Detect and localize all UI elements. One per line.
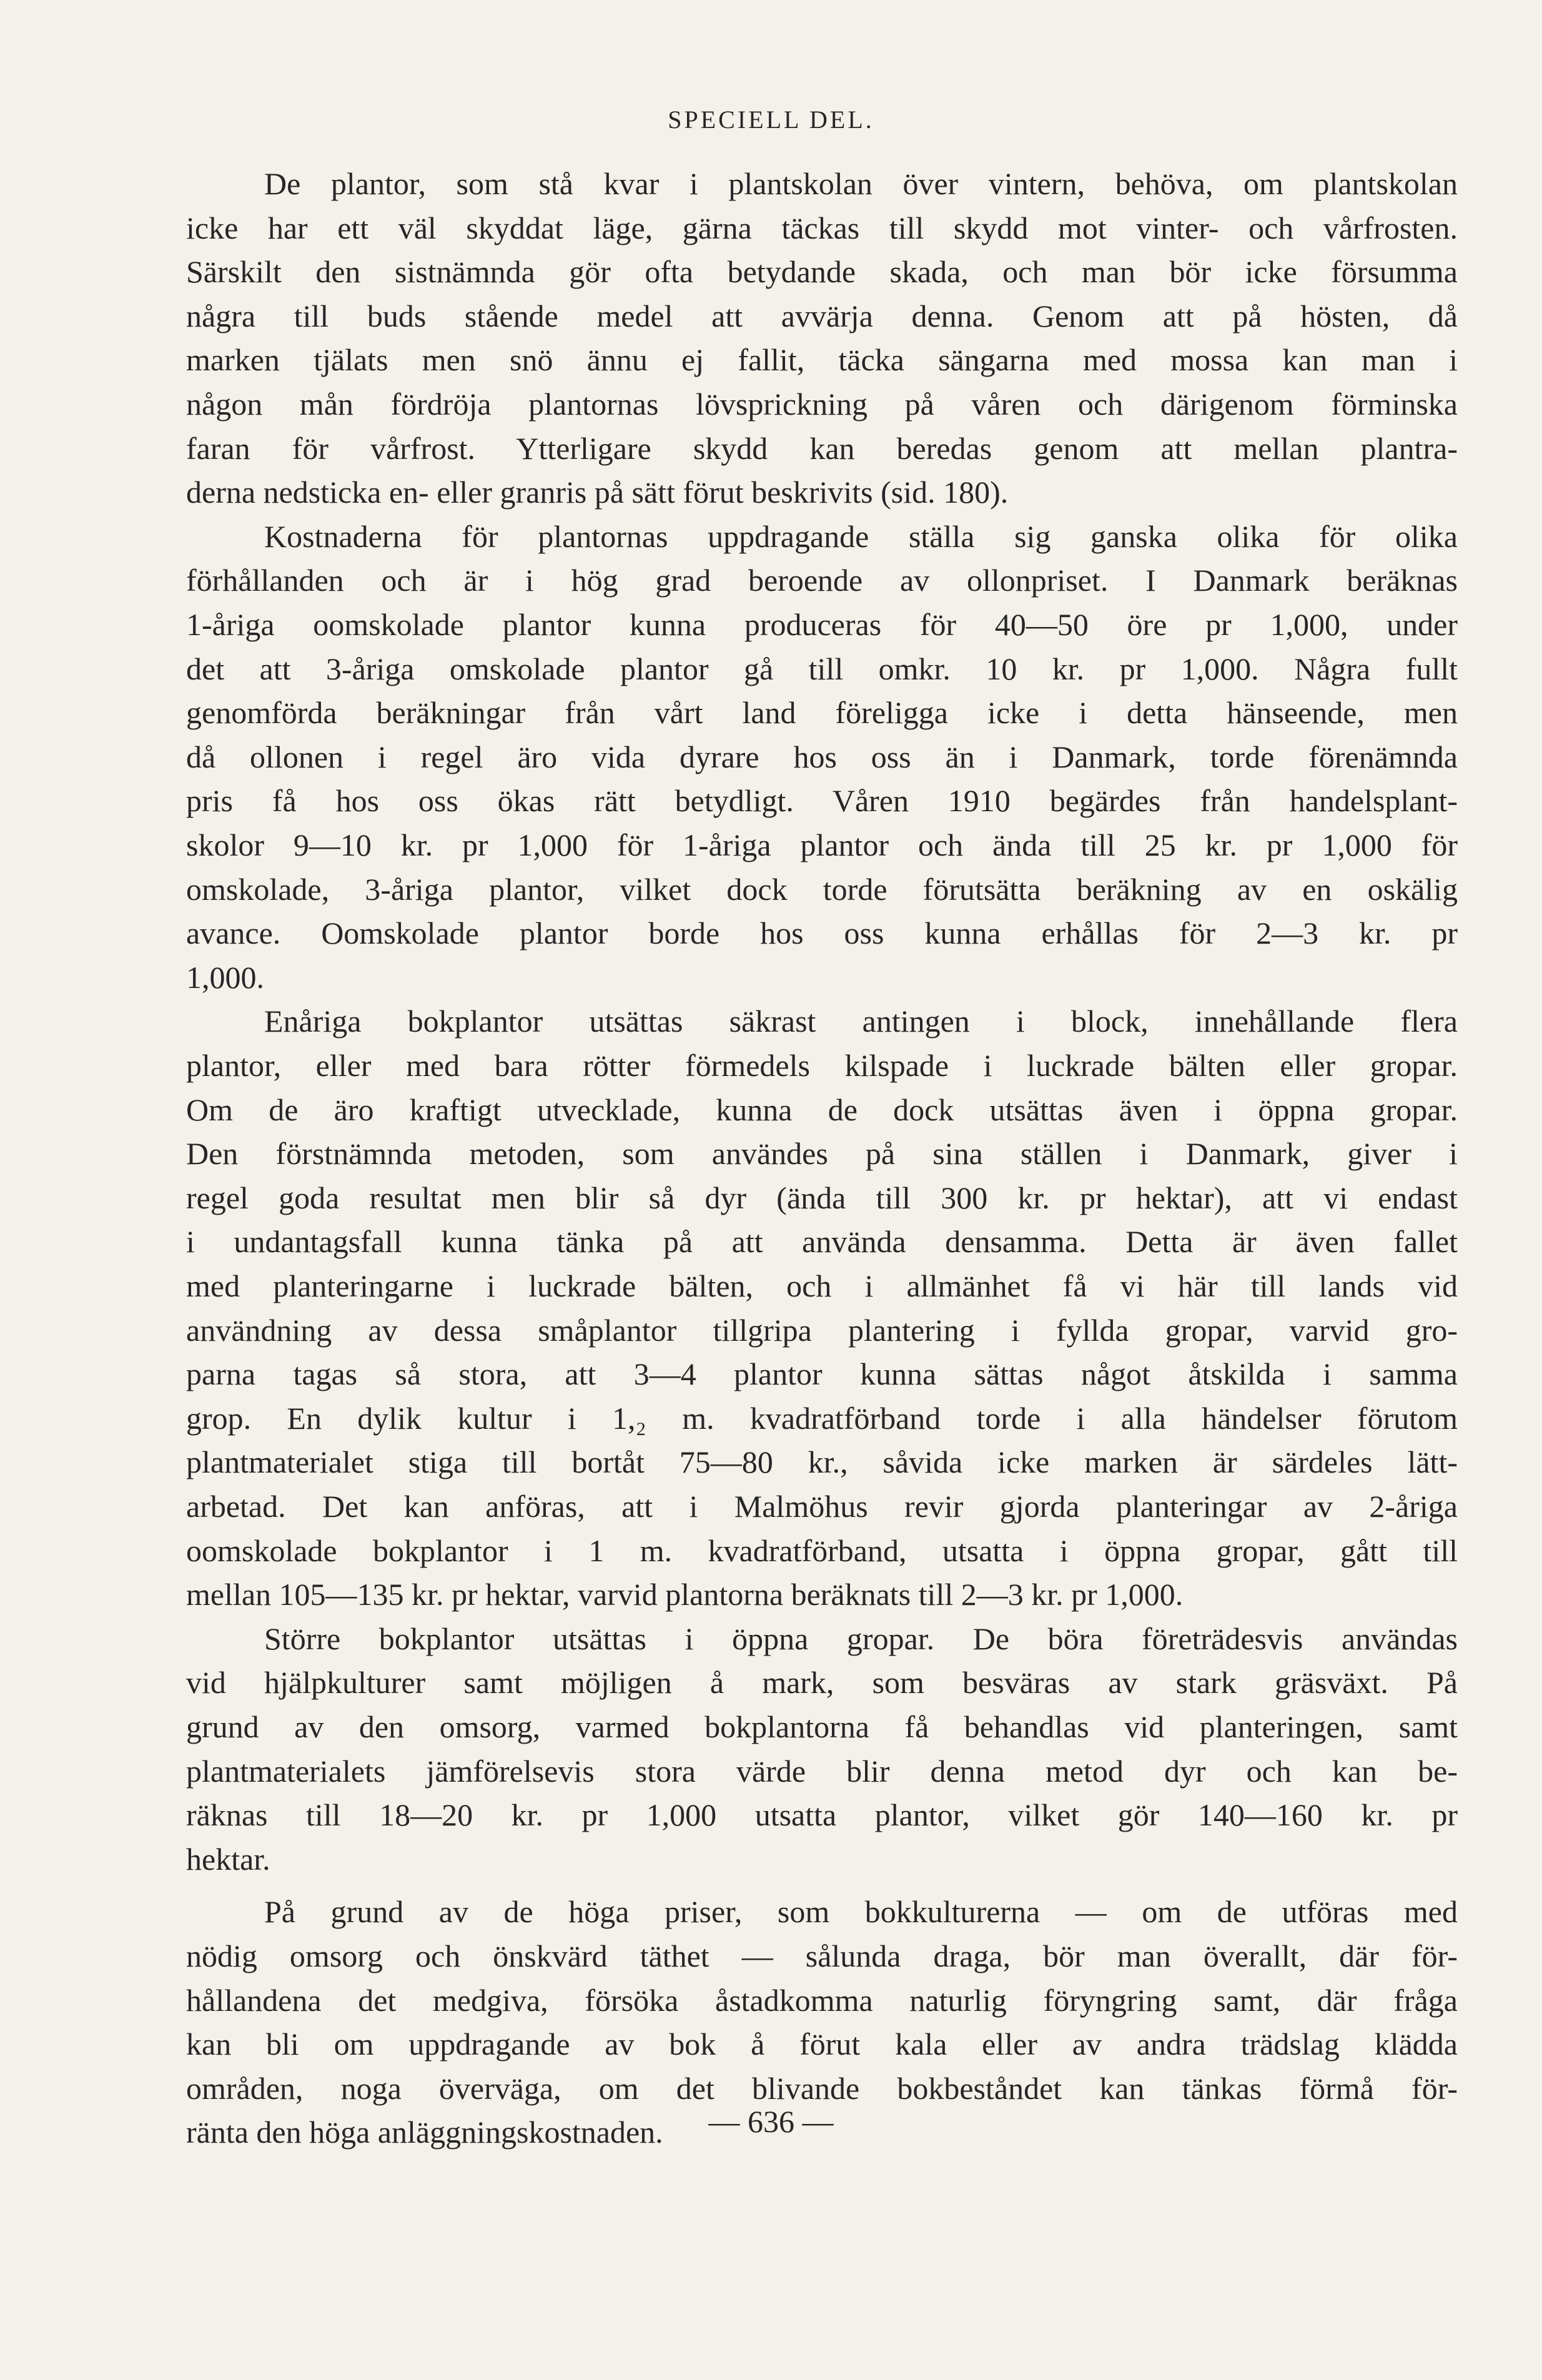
- text-line: På grund av de höga priser, som bokkulturerna — om de utföras med: [264, 1894, 1458, 1930]
- text-line: avance. Oomskolade plantor borde hos oss kunna erhållas för 2—3 kr. pr: [186, 916, 1458, 951]
- text-line: genomförda beräkningar från vårt land föreligga icke i detta hänseende, men: [186, 695, 1458, 731]
- text-line: någon mån fördröja plantornas lövsprickning på våren och därigenom förminska: [186, 387, 1458, 422]
- text-line: regel goda resultat men blir så dyr (ända till 300 kr. pr hektar), att vi endast: [186, 1180, 1458, 1215]
- text-line: områden, noga överväga, om det blivande bokbeståndet kan tänkas förmå för-: [186, 2070, 1458, 2106]
- text-line: arbetad. Det kan anföras, att i Malmöhus revir gjorda planteringar av 2-åriga: [186, 1489, 1458, 1524]
- page-number: — 636 —: [708, 2104, 834, 2139]
- text-line: det att 3-åriga omskolade plantor gå till omkr. 10 kr. pr 1,000. Några fullt: [186, 651, 1458, 686]
- text-line: nödig omsorg och önskvärd täthet — sålunda draga, bör man överallt, där för-: [186, 1938, 1458, 1973]
- text-line: Enåriga bokplantor utsättas säkrast antingen i block, innehållande flera: [264, 1004, 1458, 1039]
- text-line: omskolade, 3-åriga plantor, vilket dock torde förutsätta beräkning av en oskälig: [186, 871, 1458, 907]
- text-line: Kostnaderna för plantornas uppdragande ställa sig ganska olika för olika: [264, 518, 1458, 554]
- text-line: kan bli om uppdragande av bok å förut kala eller av andra trädslag klädda: [186, 2027, 1458, 2062]
- text-line: ränta den höga anläggningskostnaden.: [186, 2115, 663, 2150]
- text-line: marken tjälats men snö ännu ej fallit, täcka sängarna med mossa kan man i: [186, 342, 1458, 378]
- text-line: 1-åriga oomskolade plantor kunna produceras för 40—50 öre pr 1,000, under: [186, 607, 1458, 642]
- text-line: grop. En dylik kultur i 1,₂ m. kvadratförband torde i alla händelser förutom: [186, 1400, 1458, 1436]
- text-line: vid hjälpkulturer samt möjligen å mark, som besväras av stark gräsväxt. På: [186, 1665, 1458, 1701]
- text-line: mellan 105—135 kr. pr hektar, varvid plantorna beräknats till 2—3 kr. pr 1,000.: [186, 1577, 1184, 1612]
- text-line: Om de äro kraftigt utvecklade, kunna de dock utsättas även i öppna gropar.: [186, 1092, 1458, 1127]
- text-line: De plantor, som stå kvar i plantskolan över vintern, behöva, om plantskolan: [264, 166, 1458, 201]
- text-line: oomskolade bokplantor i 1 m. kvadratförband, utsatta i öppna gropar, gått till: [186, 1533, 1458, 1568]
- text-line: icke har ett väl skyddat läge, gärna täckas till skydd mot vinter- och vårfrosten.: [186, 210, 1458, 245]
- text-line: räknas till 18—20 kr. pr 1,000 utsatta plantor, vilket gör 140—160 kr. pr: [186, 1797, 1458, 1833]
- text-line: Särskilt den sistnämnda gör ofta betydande skada, och man bör icke försumma: [186, 254, 1458, 290]
- text-line: användning av dessa småplantor tillgripa plantering i fyllda gropar, varvid gro-: [186, 1312, 1458, 1348]
- text-line: plantmaterialets jämförelsevis stora värde blir denna metod dyr och kan be-: [186, 1753, 1458, 1789]
- text-line: derna nedsticka en- eller granris på sätt förut beskrivits (sid. 180).: [186, 475, 1009, 510]
- text-line: då ollonen i regel äro vida dyrare hos oss än i Danmark, torde förenämnda: [186, 739, 1458, 774]
- text-line: skolor 9—10 kr. pr 1,000 för 1-åriga plantor och ända till 25 kr. pr 1,000 för: [186, 827, 1458, 862]
- text-line: 1,000.: [186, 959, 264, 995]
- text-line: hållandena det medgiva, försöka åstadkomma naturlig föryngring samt, där fråga: [186, 1982, 1458, 2018]
- running-header: SPECIELL DEL.: [668, 106, 874, 134]
- text-line: några till buds stående medel att avvärja denna. Genom att på hösten, då: [186, 298, 1458, 333]
- text-line: grund av den omsorg, varmed bokplantorna få behandlas vid planteringen, samt: [186, 1709, 1458, 1744]
- text-line: pris få hos oss ökas rätt betydligt. Våren 1910 begärdes från handelsplant-: [186, 783, 1458, 819]
- text-line: förhållanden och är i hög grad beroende av ollonpriset. I Danmark beräknas: [186, 563, 1458, 598]
- text-line: plantmaterialet stiga till bortåt 75—80 kr., såvida icke marken är särdeles lätt-: [186, 1444, 1458, 1480]
- text-line: med planteringarne i luckrade bälten, och i allmänhet få vi här till lands vid: [186, 1268, 1458, 1303]
- text-line: Större bokplantor utsättas i öppna gropar. De böra företrädesvis användas: [264, 1621, 1458, 1656]
- text-line: parna tagas så stora, att 3—4 plantor kunna sättas något åtskilda i samma: [186, 1356, 1458, 1392]
- text-line: Den förstnämnda metoden, som användes på sina ställen i Danmark, giver i: [186, 1136, 1458, 1172]
- text-line: faran för vårfrost. Ytterligare skydd kan beredas genom att mellan plantra-: [186, 430, 1458, 466]
- text-line: i undantagsfall kunna tänka på att använda densamma. Detta är även fallet: [186, 1224, 1458, 1260]
- text-line: plantor, eller med bara rötter förmedels kilspade i luckrade bälten eller gropar.: [186, 1048, 1458, 1083]
- text-line: hektar.: [186, 1841, 270, 1877]
